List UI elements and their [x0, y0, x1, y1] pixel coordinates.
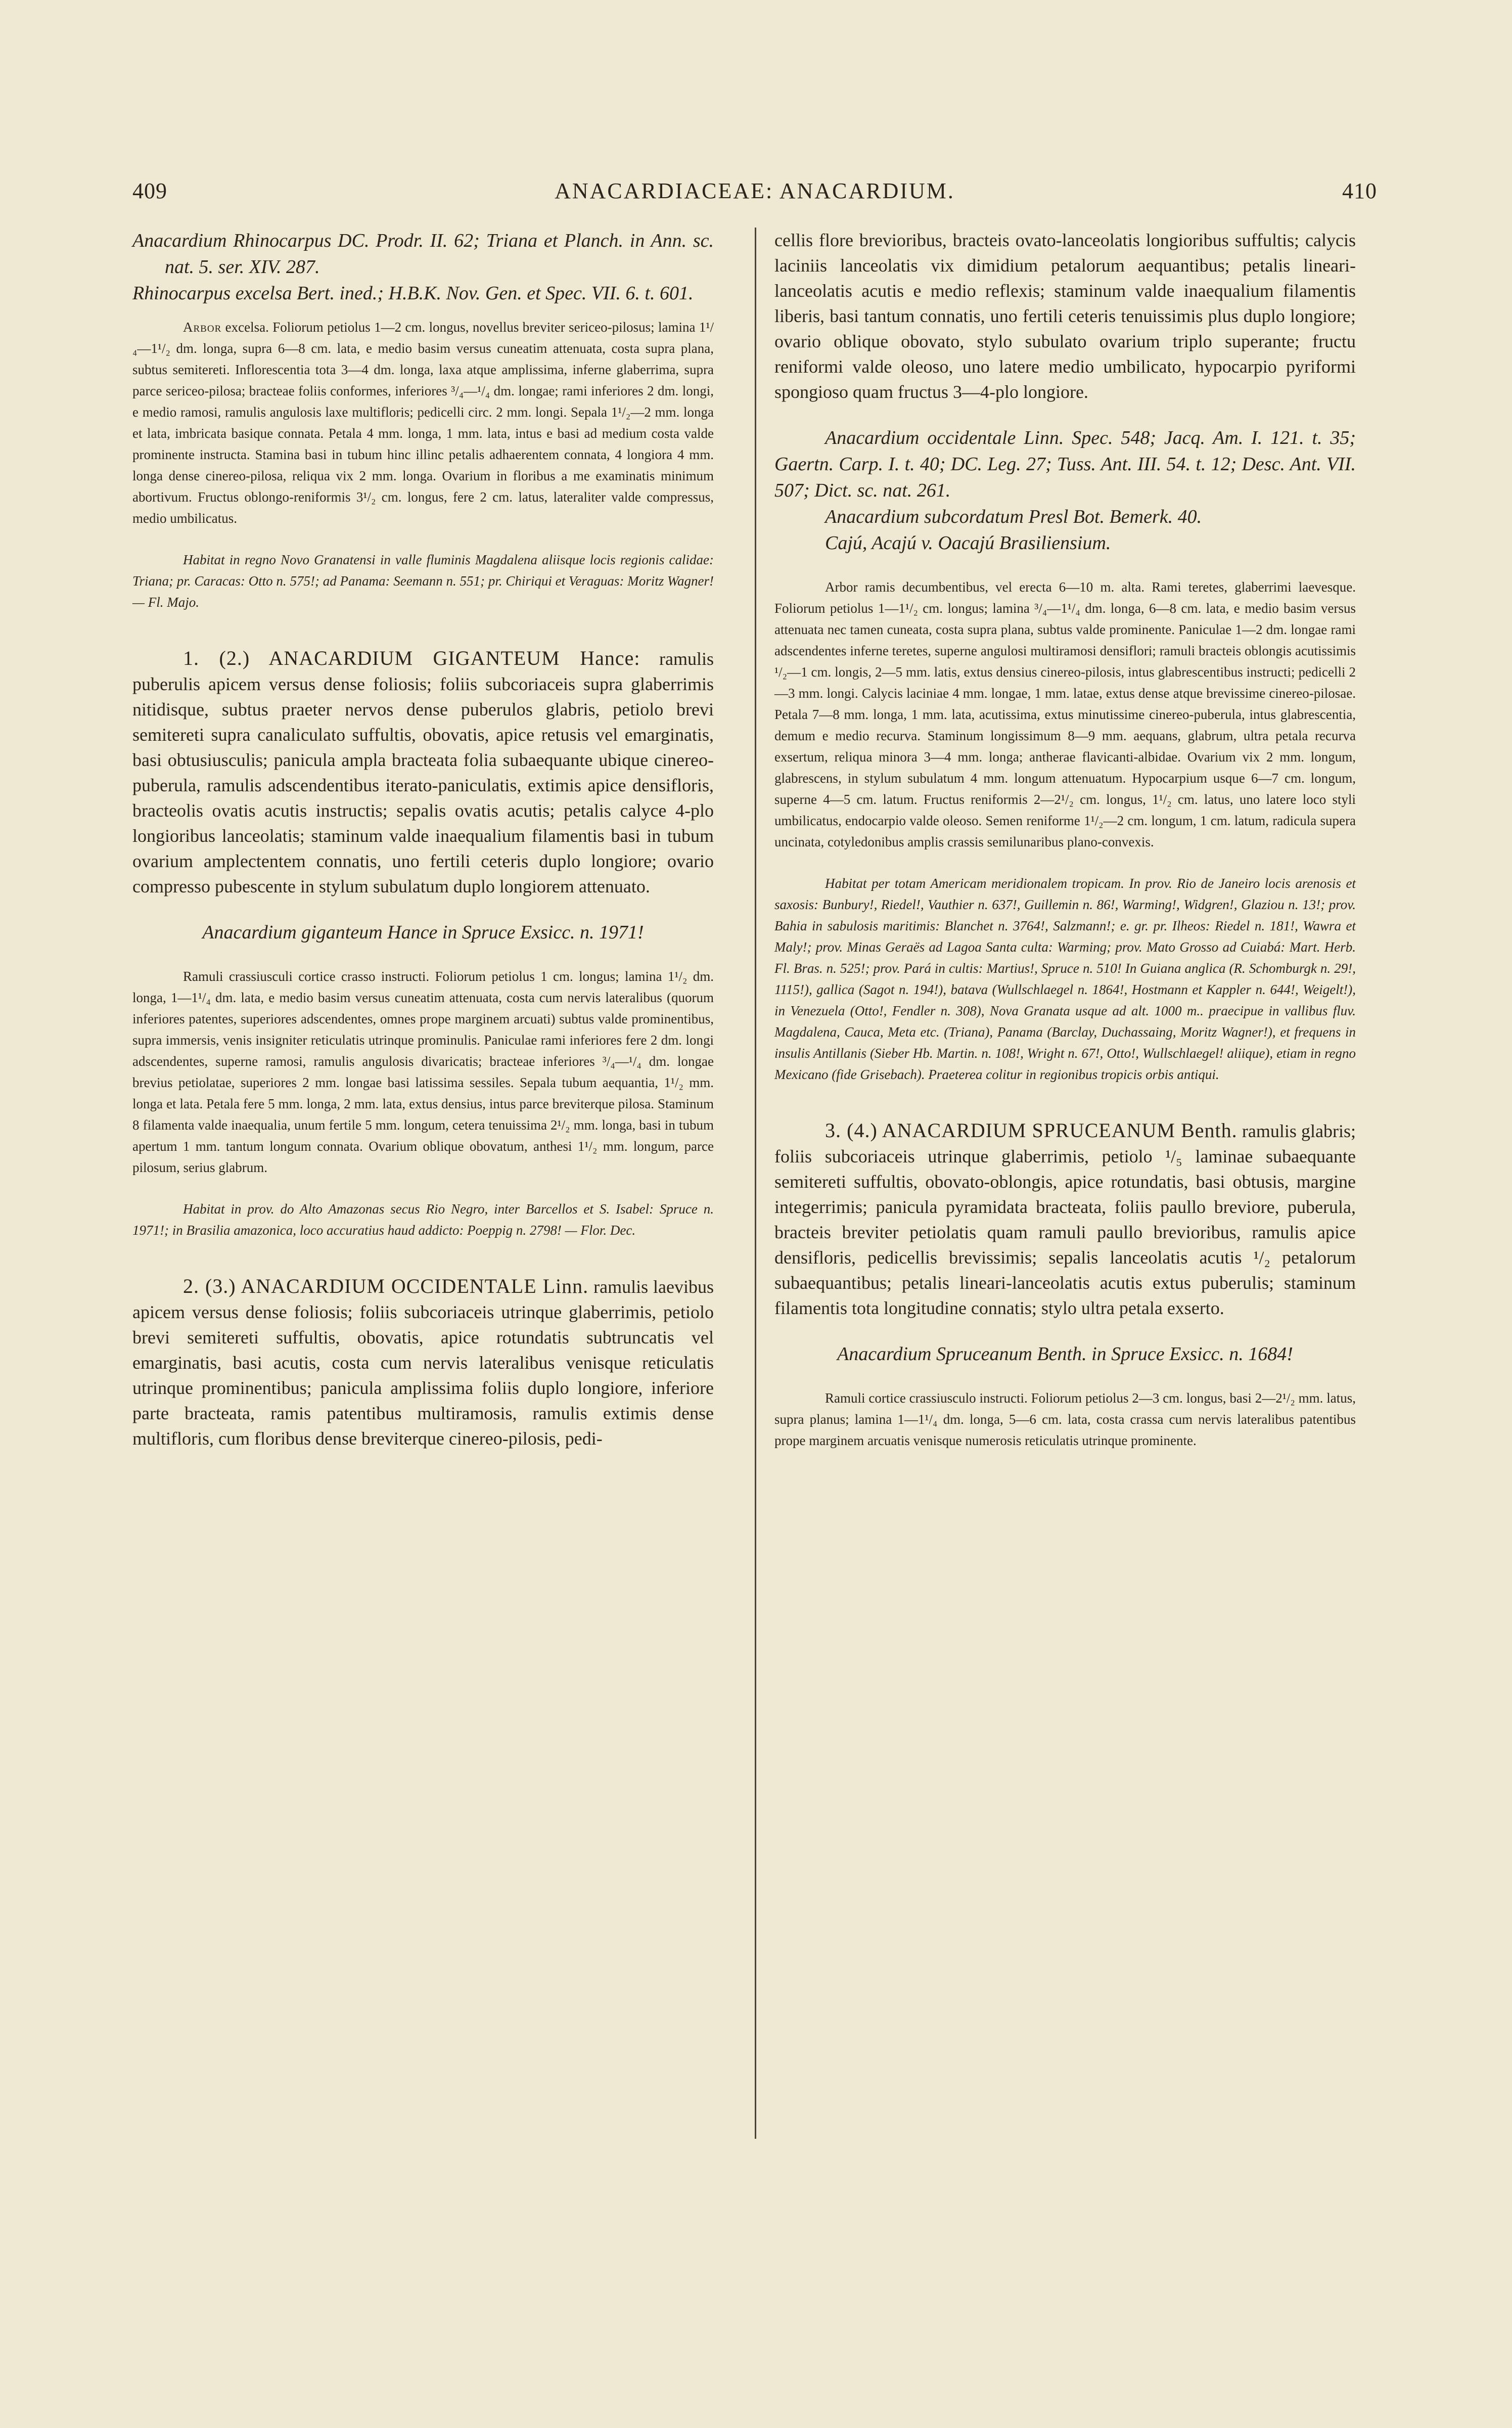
description-paragraph: Ramuli cortice crassiusculo instructi. Foliorum petiolus 2—3 cm. longus, basi 2—2¹/₂ mm. latus, supra planus; lamina 1—1¹/₄ dm. longa, 5—6 cm. lata, costa crassa cum nervis lateralibus patentibus prope marginem arcuatis venisque numerosis reticulatis utrinque prominente.	[774, 1390, 1356, 1448]
description-paragraph: Arbor excelsa. Foliorum petiolus 1—2 cm. longus, novellus breviter sericeo-pilosus; lamina 1¹/₄—1¹/₂ dm. longa, supra 6—8 cm. lata, e medio basim versus cuneatim attenuata, costa supra plana, subtus semitereti. Inflorescentia tota 3—4 dm. longa, laxa atque amplissima, inferne glaberrima, supra parce sericeo-pilosa; bracteae foliis conformes, inferiores ³/₄—¹/₄ dm. longae; rami inferiores 2 dm. longi, e medio ramosi, ramulis angulosis laxe multifloris; pedicelli circ. 2 mm. longi. Sepala 1¹/₂—2 mm. longa et lata, imbricata basique connata. Petala 4 mm. longa, 1 mm. lata, intus e basi ad medium costa valde prominente instructa. Stamina basi in tubum hinc illinc petalis adhaerentem connata, 4 longiora 4 mm. longa dense cinereo-pilosa, reliqua vix 2 mm. longa. Ovarium in floribus a me examinatis minimum abortivum. Fructus oblongo-reniformis 3¹/₂ cm. longus, fere 2 cm. latus, lateraliter valde compressus, medio umbilicatus.	[132, 320, 714, 526]
synonym-citation: Anacardium Rhinocarpus DC. Prodr. II. 62; Triana et Planch. in Ann. sc. nat. 5. ser. XIV. 287.	[132, 230, 714, 278]
description-paragraph: Ramuli crassiusculi cortice crasso instructi. Foliorum petiolus 1 cm. longus; lamina 1¹/₂ dm. longa, 1—1¹/₄ dm. lata, e medio basim versus cuneatim attenuata, costa cum nervis lateralibus (quorum inferiores patentes, superiores adscendentes, omnes prope marginem arcuati) subtus valde prominentibus, supra immersis, venis insigniter reticulatis utrinque prominulis. Paniculae rami inferiores fere 2 dm. longi adscendentes, superne ramosi, ramulis angulosis divaricatis; bracteae inferiores ³/₄—¹/₄ dm. longae brevius petiolatae, superiores 2 mm. longae basi latissima sessiles. Sepala tubum aequantia, 1¹/₂ mm. longa et lata. Petala fere 5 mm. longa, 2 mm. lata, extus densius, intus parce breviterque pilosa. Staminum 8 filamenta valde inaequalia, unum fertile 5 mm. longum, cetera tenuissima 2¹/₂ mm. longa, basi in tubum apertum 1 mm. tantum longum connata. Ovarium oblique obovatum, anthesi 1¹/₂ mm. longum, parce pilosum, serius glabrum.	[132, 969, 714, 1175]
page-number-right: 410	[1342, 178, 1377, 203]
description-paragraph: Arbor ramis decumbentibus, vel erecta 6—10 m. alta. Rami teretes, glaberrimi laevesque. Foliorum petiolus 1—1¹/₂ cm. longus; lamina ³/₄—1¹/₄ dm. longa, 6—8 cm. lata, e medio basim versus attenuata nec tamen cuneata, costa supra plana, subtus valde prominente. Paniculae 1—2 dm. longae rami adscendentes inferne teretes, superne angulosi multiramosi densiflori; ramuli bracteis oblongis acutissimis ¹/₂—1 cm. longis, 2—5 mm. latis, extus densius cinereo-pilosis, intus glabrescentibus instructi; pedicelli 2—3 mm. longi. Calycis laciniae 4 mm. longae, 1 mm. latae, extus dense atque brevissime cinereo-pilosae. Petala 7—8 mm. longa, 1 mm. lata, acutissima, extus minutissime cinereo-puberula, intus glabrescentia, demum e medio recurva. Staminum longissimum 8—9 mm. aequans, glabrum, ultra petala recurva exsertum, reliqua minora 3—4 mm. longa; antherae flavicanti-albidae. Ovarium vix 2 mm. longum, glabrescens, in stylum subulatum 4 mm. longum attenuatum. Hypocarpium usque 6—7 cm. longum, superne 4—5 cm. latum. Fructus reniformis 2—2¹/₂ cm. longus, 1¹/₂ cm. latus, uno latere loco styli umbilicatus, endocarpio valde oleoso. Semen reniforme 1¹/₂—2 cm. longum, 1 cm. latum, radicula supera uncinata, cotyledonibus amplis crassis semilunaribus plano-convexis.	[774, 579, 1356, 849]
synonym-citation: Rhinocarpus excelsa Bert. ined.; H.B.K. Nov. Gen. et Spec. VII. 6. t. 601.	[132, 283, 694, 304]
habitat-paragraph: Habitat per totam Americam meridionalem tropicam. In prov. Rio de Janeiro locis arenosis et saxosis: Bunbury!, Riedel!, Vauthier n. 637!, Guillemin n. 86!, Warming!, Widgren!, Glaziou n. 13!; prov. Bahia in sabulosis maritimis: Blanchet n. 3764!, Salzmann!; e. gr. pr. Ilheos: Riedel n. 181!, Wawra et Maly!; prov. Minas Geraës ad Lagoa Santa culta: Warming; prov. Mato Grosso ad Cuiabá: Mart. Herb. Fl. Bras. n. 525!; prov. Pará in cultis: Martius!, Spruce n. 510! In Guiana anglica (R. Schomburgk n. 29!, 1115!), gallica (Sagot n. 194!), batava (Wullschlaegel n. 1864!, Hostmann et Kappler n. 644!, Weigelt!), in Venezuela (Otto!, Fendler n. 308), Nova Granata usque ad alt. 1000 m.. praecipue in vallibus fluv. Magdalena, Cauca, Meta etc. (Triana), Panama (Barclay, Duchassaing, Moritz Wagner!), et frequens in insulis Antillanis (Sieber Hb. Martin. n. 108!, Wright n. 67!, Otto!, Wullschlaegel! aliique), etiam in regno Mexicano (fide Grisebach). Praeterea colitur in regionibus tropicis orbis antiqui.	[774, 876, 1356, 1082]
habitat-paragraph: Habitat in prov. do Alto Amazonas secus Rio Negro, inter Barcellos et S. Isabel: Spruce n. 1971!; in Brasilia amazonica, loco accuratius haud addicto: Poeppig n. 2798! — Flor. Dec.	[132, 1201, 714, 1238]
column-divider	[755, 228, 756, 2139]
page-number-left: 409	[132, 178, 167, 203]
species-citation: Anacardium occidentale Linn. Spec. 548; Jacq. Am. I. 121. t. 35; Gaertn. Carp. I. t. 40; DC. Leg. 27; Tuss. Ant. III. 54. t. 12; Desc. Ant. VII. 507; Dict. sc. nat. 261.	[774, 427, 1356, 501]
species-continuation-paragraph: cellis flore brevioribus, bracteis ovato-lanceolatis longioribus suffultis; calycis laciniis lanceolatis vix dimidium petalorum aequantibus; petalis lineari-lanceolatis acutis e medio reflexis; staminum valde inaequalium filamentis liberis, basi tantum connatis, uno fertili ceteris tenuissimis plus duplo longiore; ovario oblique obovato, stylo subulato ovarium triplo superante; fructu reniformi valde oleoso, uno latere medio umbilicato, hypocarpio pyriformi spongioso quam fructus 3—4-plo longiore.	[774, 230, 1356, 402]
species-heading-paragraph: 1. (2.) ANACARDIUM GIGANTEUM Hance: ramulis puberulis apicem versus dense foliosis; foliis subcoriaceis supra glaberrimis nitidisque, subtus praeter nervos dense puberulos glabris, petiolo brevi semitereti supra canaliculato suffultis, obovatis, apice retusis vel emarginatis, basi obtusiusculis; panicula ampla bracteata folia subaequante ubique cinereo-puberula, ramulis adscendentibus iterato-paniculatis, extimis apice densifloris, bracteolis ovatis acutis instructis; sepalis ovatis acutis; petalis calyce 4-plo longioribus lanceolatis; staminum valde inaequalium filamentis basi in tubum ovarium amplectentem connatis, uno fertili ceteris duplo longiore; ovario compresso pubescente in stylum subulatum duplo longiorem attenuato.	[132, 647, 714, 896]
habitat-paragraph: Habitat in regno Novo Granatensi in valle fluminis Magdalena aliisque locis regionis calidae: Triana; pr. Caracas: Otto n. 575!; ad Panama: Seemann n. 551; pr. Chiriqui et Veraguas: Moritz Wagner! — Fl. Majo.	[132, 552, 714, 610]
species-heading-paragraph: 3. (4.) ANACARDIUM SPRUCEANUM Benth. ramulis glabris; foliis subcoriaceis utrinque glaberrimis, petiolo ¹/₅ laminae subaequante semitereti suffultis, obovato-oblongis, apice rotundatis, basi obtusis, margine integerrimis; panicula pyramidata bracteata, foliis paullo breviore, puberula, bracteis breviter petiolatis quam ramuli paullo brevioribus, ramulis apice densifloris, pedicellis brevissimis; sepalis lanceolatis acutis ¹/₂ petalorum subaequantibus; petalis lineari-lanceolatis acutis extus puberulis; staminum filamentis tota longitudine connatis; stylo ultra petala exserto.	[774, 1119, 1356, 1318]
left-column	[132, 228, 714, 1451]
species-citation: Anacardium giganteum Hance in Spruce Exsicc. n. 1971!	[202, 922, 644, 943]
species-heading-paragraph: 2. (3.) ANACARDIUM OCCIDENTALE Linn. ramulis laevibus apicem versus dense foliosis; foliis subcoriaceis utrinque glaberrimis, petiolo brevi semitereti suffultis, obovatis, apice rotundatis subtruncatis vel emarginatis, basi acutis, costa cum nervis lateralibus venisque reticulatis utrinque prominentibus; panicula amplissima foliis duplo longiore, inferiore parte bracteata, ramis patentibus multiramosis, ramulis extimis dense multifloris, cum floribus dense breviterque cinereo-pilosis, pedi-	[132, 1275, 714, 1449]
synonym-citation: Anacardium subcordatum Presl Bot. Bemerk. 40.	[825, 506, 1202, 527]
vernacular-names: Cajú, Acajú v. Oacajú Brasiliensium.	[825, 532, 1111, 554]
running-title: ANACARDIACEAE: ANACARDIUM.	[555, 178, 955, 203]
page-header	[132, 178, 1377, 213]
species-citation: Anacardium Spruceanum Benth. in Spruce Exsicc. n. 1684!	[837, 1343, 1293, 1365]
right-column	[774, 228, 1356, 1451]
